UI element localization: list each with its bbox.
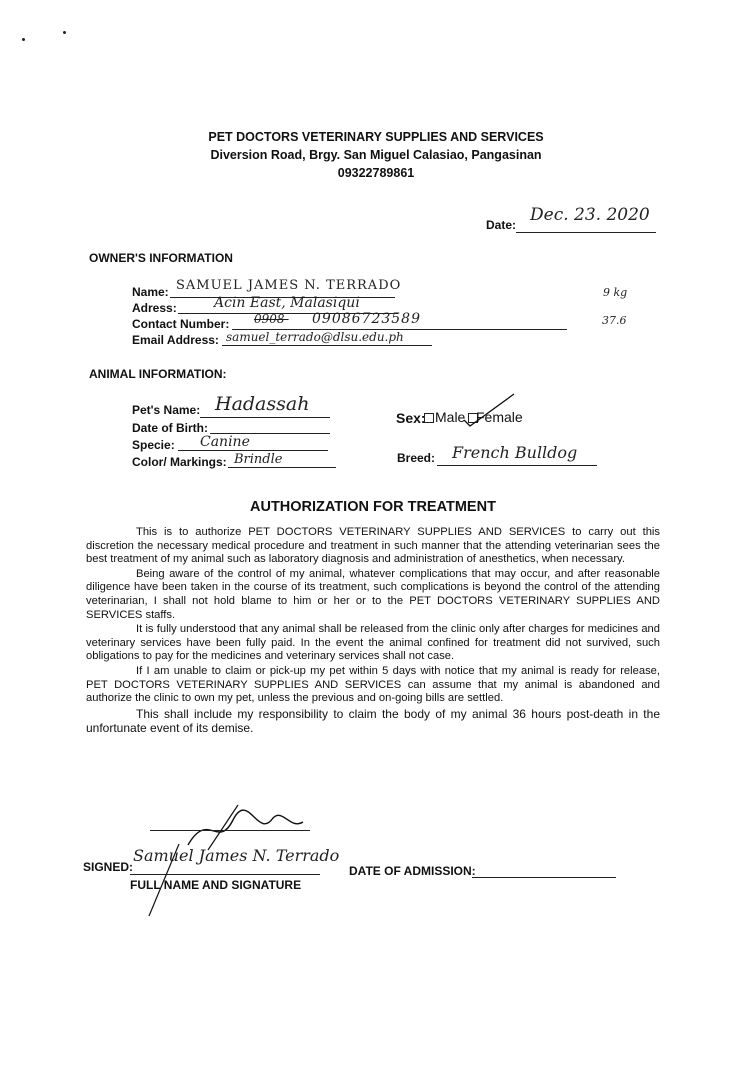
- admission-label: DATE OF ADMISSION:: [349, 864, 476, 878]
- authorization-paragraph-3: It is fully understood that any animal shall be released from the clinic only after charges for medicines and veterinary services have been fully paid. In the event the animal confined for treatment did not survived, such obligations to pay for the medicines and veterinary services shall not case.: [86, 623, 660, 663]
- color-value: Brindle: [234, 452, 283, 467]
- color-line: [228, 467, 336, 468]
- owner-contact-value: 09086723589: [312, 311, 421, 327]
- sex-label: Sex:: [396, 410, 426, 426]
- pet-name-label: Pet's Name:: [132, 403, 201, 417]
- company-name: PET DOCTORS VETERINARY SUPPLIES AND SERVICES: [208, 130, 544, 144]
- owner-address-value: Acin East, Malasiqui: [214, 295, 360, 311]
- owner-contact-label: Contact Number:: [132, 317, 230, 331]
- specie-value: Canine: [200, 434, 250, 450]
- date-value: Dec. 23. 2020: [530, 205, 650, 225]
- signature-slash: [145, 840, 185, 920]
- owner-email-label: Email Address:: [132, 333, 219, 347]
- signature-line-top: [150, 830, 310, 831]
- company-address: Diversion Road, Brgy. San Miguel Calasiao, Pangasinan: [210, 148, 542, 162]
- owner-heading: OWNER'S INFORMATION: [89, 251, 233, 265]
- breed-value: French Bulldog: [452, 443, 578, 462]
- sex-female-check-mark: [460, 390, 520, 430]
- sex-male-checkbox[interactable]: [424, 413, 434, 423]
- pet-name-value: Hadassah: [215, 393, 310, 415]
- sex-male-label: Male: [435, 409, 466, 425]
- owner-name-label: Name:: [132, 285, 169, 299]
- date-line: [516, 232, 656, 233]
- authorization-body: [86, 526, 660, 736]
- margin-note-weight: 9 kg: [603, 286, 628, 299]
- authorization-paragraph-4: If I am unable to claim or pick-up my pet within 5 days with notice that my animal is ready for release, PET DOCTORS VETERINARY SUPPLIES AND SERVICES can assume that my animal is abandoned and authorize the clinic to own my pet, unless the previous and on-going bills are settled.: [86, 664, 660, 705]
- animal-heading: ANIMAL INFORMATION:: [89, 367, 227, 381]
- dob-label: Date of Birth:: [132, 421, 208, 435]
- signed-value: Samuel James N. Terrado: [133, 846, 340, 865]
- admission-line: [472, 877, 616, 878]
- authorization-paragraph-1: This is to authorize PET DOCTORS VETERINARY SUPPLIES AND SERVICES to carry out this discretion the necessary medical procedure and treatment in such manner that the attending veterinarian sees the best treatment of my animal such as laboratory diagnosis and administration of anesthetics, when necessary.: [86, 526, 660, 566]
- company-phone: 09322789861: [337, 166, 415, 180]
- scan-speck: [22, 38, 25, 41]
- specie-line: [178, 450, 328, 451]
- authorization-title: AUTHORIZATION FOR TREATMENT: [250, 499, 496, 515]
- breed-label: Breed:: [397, 451, 436, 465]
- margin-note-temp: 37.6: [602, 314, 627, 327]
- date-label: Date:: [486, 218, 517, 232]
- scan-speck: [63, 31, 66, 34]
- sex-female-label: Female: [476, 409, 523, 425]
- authorization-paragraph-5: This shall include my responsibility to claim the body of my animal 36 hours post-death in the unfortunate event of its demise.: [86, 706, 660, 735]
- signature-caption: FULL NAME AND SIGNATURE: [130, 878, 302, 892]
- authorization-paragraph-2: Being aware of the control of my animal, whatever complications that may occur, and after reasonable diligence have been taken in the course of its treatment, such complications is beyond the control of the attending veterinarian, I shall not hold blame to him or her or to the PET DOCTORS VETERINARY SUPPLIES AND SERVICES staffs.: [86, 567, 660, 621]
- signed-label: SIGNED:: [83, 860, 134, 874]
- owner-email-value: samuel_terrado@dlsu.edu.ph: [226, 330, 404, 344]
- owner-address-label: Adress:: [132, 301, 177, 315]
- specie-label: Specie:: [132, 438, 175, 452]
- owner-email-line: [222, 345, 432, 346]
- breed-line: [437, 465, 597, 466]
- owner-contact-struck: 0908-: [254, 312, 289, 326]
- pet-name-line: [200, 417, 330, 418]
- owner-name-value: SAMUEL JAMES N. TERRADO: [176, 278, 402, 293]
- color-label: Color/ Markings:: [132, 455, 227, 469]
